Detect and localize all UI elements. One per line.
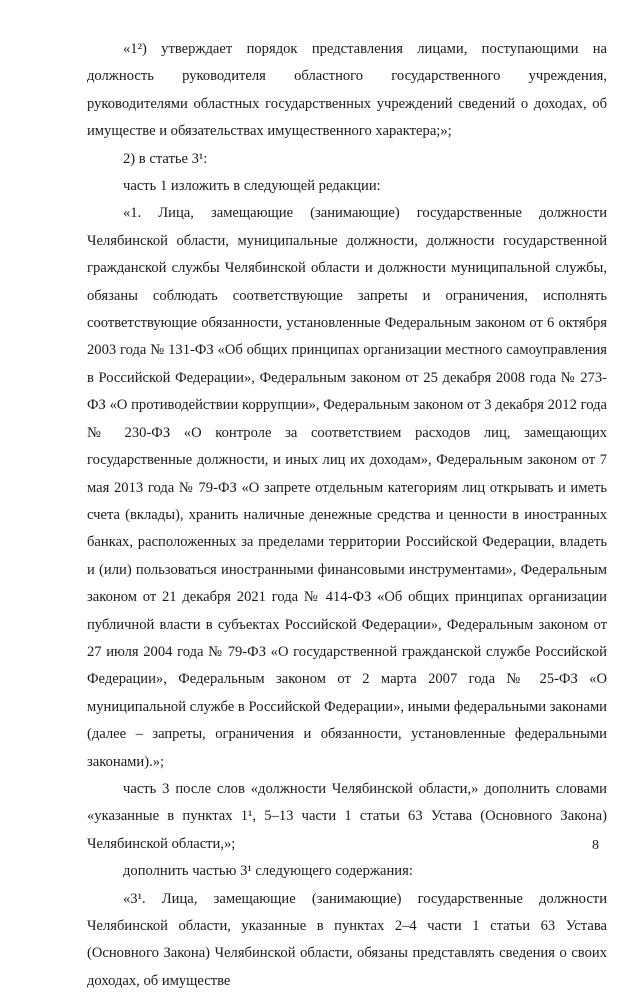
document-body bbox=[87, 36, 607, 995]
paragraph-6: дополнить частью 3¹ следующего содержания: bbox=[123, 863, 413, 880]
page-number: 8 bbox=[592, 838, 599, 853]
paragraph-2: 2) в статье 3¹: bbox=[123, 150, 208, 167]
paragraph-4: «1. Лица, замещающие (занимающие) государственные должности Челябинской области, муниципальные должности, должности государственной гражданской службы Челябинской области и должности муниципальной службы, обязаны соблюдать соответствующие запреты и ограничения, исполнять соответствующие обязанности, установленные Федеральным законом от 6 октября 2003 года № 131-ФЗ «Об общих принципах организации местного самоуправления в Российской Федерации», Федеральным законом от 25 декабря 2008 года № 273-ФЗ «О противодействии коррупции», Федеральным законом от 3 декабря 2012 года № 230-ФЗ «О контроле за соответствием расходов лиц, замещающих государственные должности, и иных лиц их доходам», Федеральным законом от 7 мая 2013 года № 79-ФЗ «О запрете отдельным категориям лиц открывать и иметь счета (вклады), хранить наличные денежные средства и ценности в иностранных банках, расположенных за пределами территории Российской Федерации, владеть и (или) пользоваться иностранными финансовыми инструментами», Федеральным законом от 21 декабря 2021 года № 414-ФЗ «Об общих принципах организации публичной власти в субъектах Российской Федерации», Федеральным законом от 27 июля 2004 года № 79-ФЗ «О государственной гражданской службе Российской Федерации», Федеральным законом от 2 марта 2007 года № 25-ФЗ «О муниципальной службе в Российской Федерации», иными федеральными законами (далее – запреты, ограничения и обязанности, установленные федеральными законами).»; bbox=[87, 205, 607, 770]
paragraph-3: часть 1 изложить в следующей редакции: bbox=[123, 178, 381, 195]
paragraph-1: «1²) утверждает порядок представления лицами, поступающими на должность руководителя областного государственного учреждения, руководителями областных государственных учреждений сведений о доходах, об имуществе и обязательствах имущественного характера;»; bbox=[87, 41, 607, 140]
paragraph-7: «3¹. Лица, замещающие (занимающие) государственные должности Челябинской области, указанные в пунктах 2–4 части 1 статьи 63 Устава (Основного Закона) Челябинской области, обязаны представлять сведения о своих доходах, об имуществе bbox=[87, 890, 607, 989]
paragraph-5: часть 3 после слов «должности Челябинской области,» дополнить словами «указанные в пунктах 1¹, 5–13 части 1 статьи 63 Устава (Основного Закона) Челябинской области,»; bbox=[87, 780, 607, 852]
